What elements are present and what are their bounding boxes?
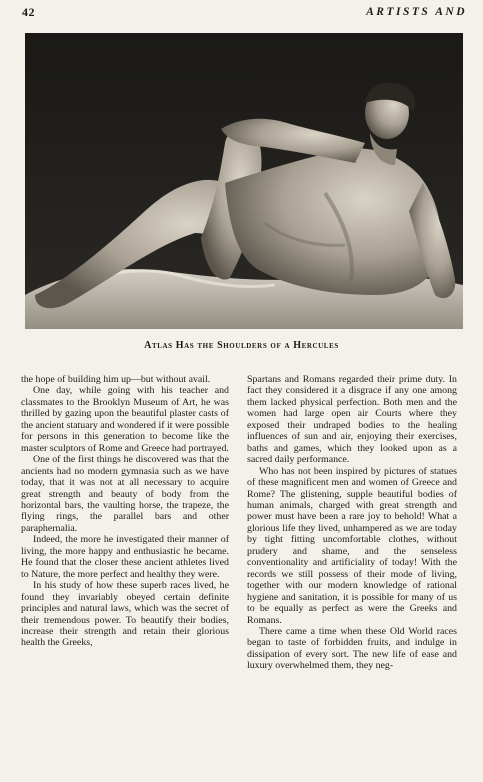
figure-photograph [25, 33, 463, 329]
left-text-column [21, 374, 229, 649]
paragraph: One day, while going with his teacher and classmates to the Brooklyn Museum of Art, he was thrilled by gazing upon the beautiful plaster casts of the ancient statuary and wondered if it were possible for persons in this generation to become like the master sculptors of Rome and Greece had portrayed. [21, 385, 229, 454]
right-text-column [247, 374, 457, 672]
paragraph: Indeed, the more he investigated their manner of living, the more happy and enthusiastic he became. He found that the closer these ancient athletes lived to Nature, the more perfect and healthy they were. [21, 534, 229, 580]
figure-caption: Atlas Has the Shoulders of a Hercules [144, 340, 339, 351]
paragraph: Spartans and Romans regarded their prime duty. In fact they considered it a disgrace if any one among them lacked physical perfection. Both men and the women had large open air Courts where they exposed their undraped bodies to the healing influences of sun and air, enjoying their exercises, baths and games, which they looked upon as a sacred daily performance. [247, 374, 457, 466]
paragraph: the hope of building him up—but without avail. [21, 374, 211, 385]
paragraph: There came a time when these Old World races began to taste of forbidden fruits, and indulge in dissipation of every sort. The new life of ease and luxury overwhelmed them, they neg- [247, 625, 457, 672]
page-number: 42 [22, 5, 35, 19]
paragraph: In his study of how these superb races lived, he found they invariably obeyed certain definite principles and natural laws, which was the secret of their tremendous power. To beautify their bodies, increase their strength and retain their glorious health the Greeks, [21, 580, 229, 649]
paragraph: One of the first things he discovered was that the ancients had no modern gymnasia such as we have today, that it was not at all necessary to acquire great strength and beauty of body from the horizontal bars, the vaulting horse, the trapeze, the flying rings, the parallel bars and other paraphernalia. [21, 454, 229, 534]
running-head: ARTISTS AND [366, 6, 467, 18]
reclining-figure-illustration [25, 33, 463, 329]
paragraph: Who has not been inspired by pictures of statues of these magnificent men and women of Greece and Rome? The glistening, supple beautiful bodies of human animals, charged with great strength and power must have been a rare joy to behold! What a glorious life they lived, unhampered as we are today by tight fitting uncomfortable clothes, without prudery and shame, and the senseless conventionality and artificiality of today! With the records we still possess of their mode of living, together with our modern knowledge of rational hygiene and sanitation, it is possible for many of us to be equally as perfect as were the Greeks and Romans. [247, 465, 457, 626]
